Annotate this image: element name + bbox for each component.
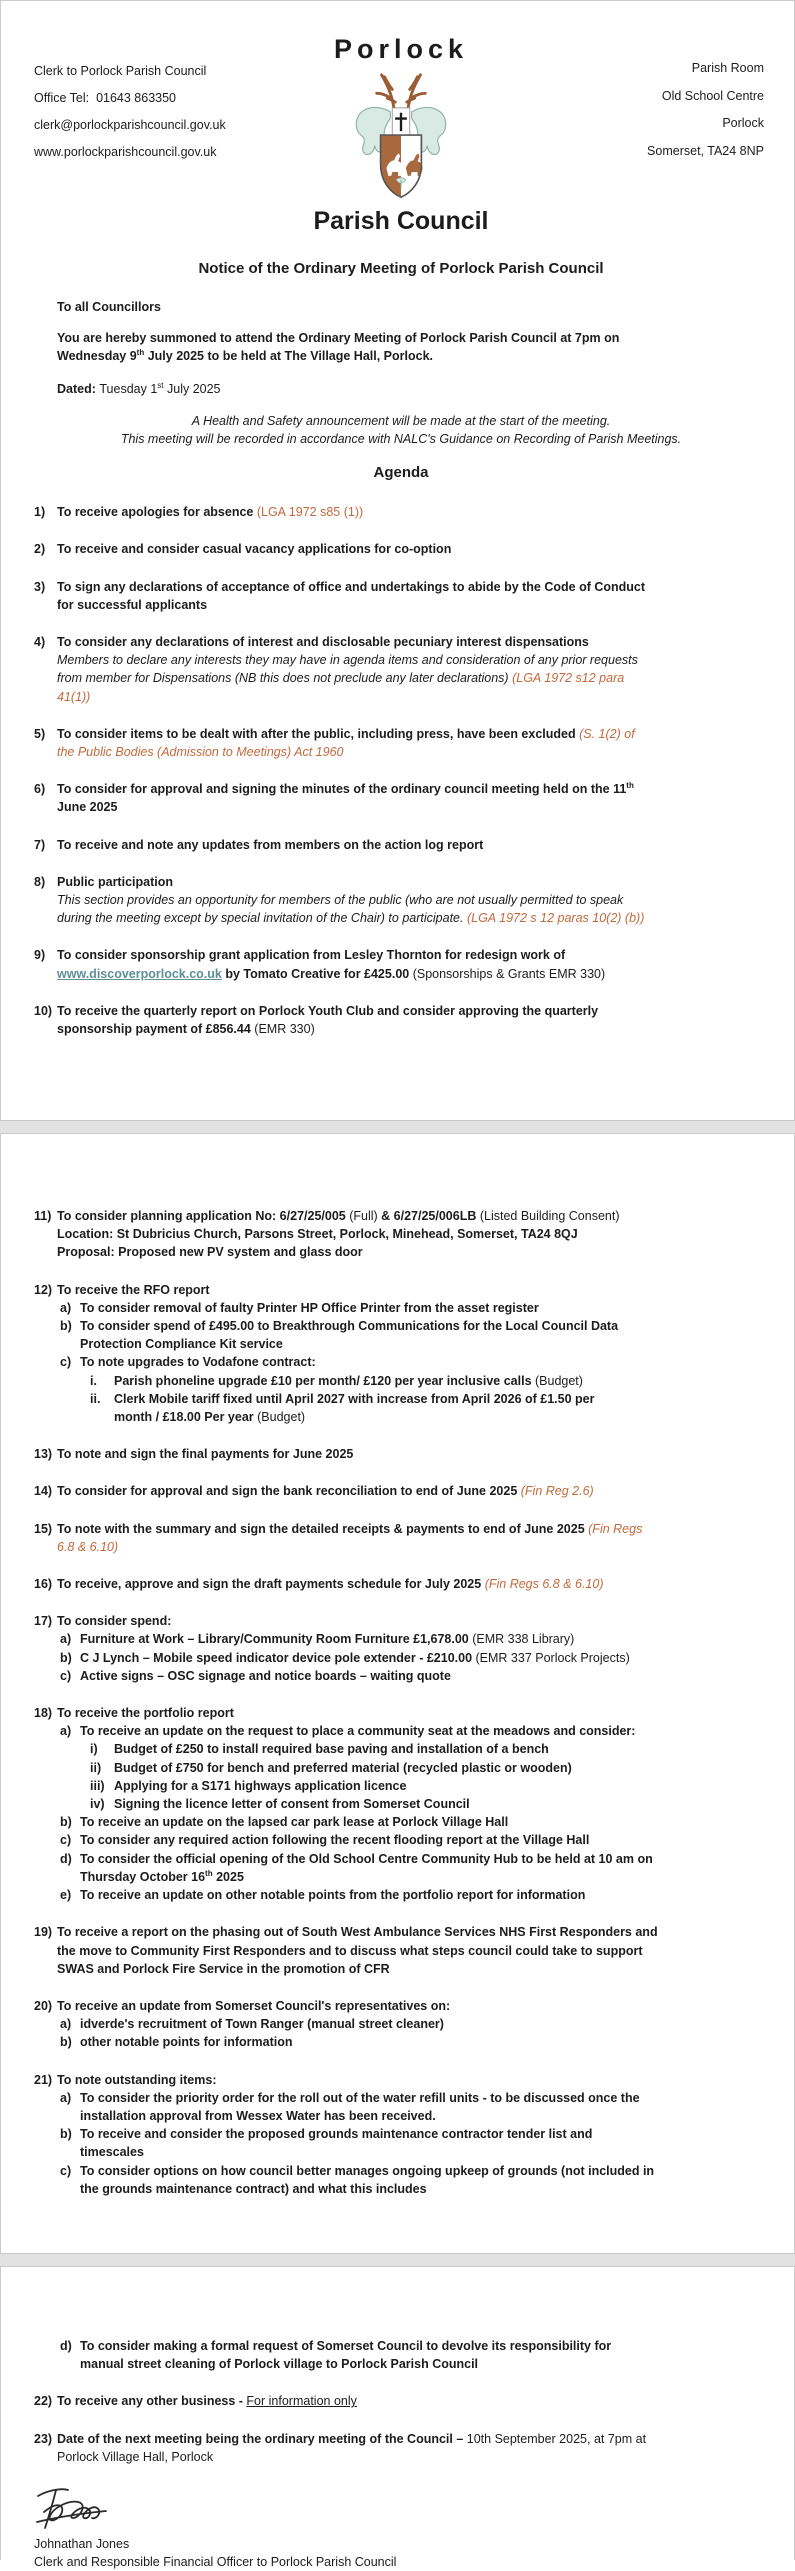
text-segment: during the meeting except by special invitation of the Chair) to participate. bbox=[57, 911, 467, 926]
item-marker: c) bbox=[60, 1833, 72, 1848]
text-segment: To consider any declarations of interest and disclosable pecuniary interest dispensations bbox=[57, 635, 589, 650]
item-marker: ii. bbox=[90, 1391, 101, 1406]
text-segment: Thursday October 16 bbox=[80, 1869, 206, 1884]
item-marker: 18) bbox=[34, 1706, 53, 1721]
clerk-email: clerk@porlockparishcouncil.gov.uk bbox=[34, 118, 226, 132]
agenda-row bbox=[34, 2015, 768, 2033]
agenda-row bbox=[34, 1813, 768, 1831]
item-marker: b) bbox=[60, 1319, 72, 1334]
item-marker: 1) bbox=[34, 505, 46, 520]
item-marker: b) bbox=[60, 2035, 72, 2050]
text-segment: To note outstanding items: bbox=[57, 2072, 217, 2087]
agenda-row bbox=[34, 873, 768, 928]
agenda-row bbox=[34, 1923, 768, 1978]
item-marker: i. bbox=[90, 1373, 97, 1388]
item-marker: 11) bbox=[34, 1209, 52, 1223]
text-segment: To consider removal of faulty Printer HP Office Printer from the asset register bbox=[80, 1300, 539, 1315]
text-segment: Parish phoneline upgrade £10 per month/ £120 per year inclusive calls bbox=[114, 1373, 535, 1388]
item-marker: 7) bbox=[34, 837, 46, 852]
text-segment: & 6/27/25/006LB bbox=[381, 1209, 480, 1223]
item-marker: c) bbox=[60, 1355, 72, 1370]
text-segment: (Fin Regs bbox=[588, 1521, 643, 1536]
text-segment: 41(1)) bbox=[57, 689, 91, 704]
council-name-bottom: Parish Council bbox=[313, 207, 489, 235]
text-segment: To note and sign the final payments for June 2025 bbox=[57, 1447, 354, 1462]
agenda-row bbox=[34, 1372, 768, 1390]
text-segment: Wednesday 9 bbox=[57, 349, 137, 364]
item-marker: 3) bbox=[34, 579, 46, 594]
text-segment: month / £18.00 Per year bbox=[114, 1410, 258, 1425]
to-all-councillors bbox=[34, 298, 768, 316]
agenda-row bbox=[34, 1630, 768, 1648]
text-segment: (LGA 1972 s85 (1)) bbox=[256, 505, 364, 520]
text-segment: Location: St Dubricius Church, Parsons Street, Porlock, Minehead, Somerset, TA24 8QJ bbox=[57, 1227, 578, 1242]
text-segment: (Listed Building Consent) bbox=[479, 1209, 620, 1223]
signatory-role: Clerk and Responsible Financial Officer to Porlock Parish Council bbox=[34, 2555, 397, 2570]
item-marker: 17) bbox=[34, 1614, 53, 1629]
text-segment: To consider for approval and signing the minutes of the ordinary council meeting held on the 11 bbox=[57, 782, 627, 797]
text-segment: by Tomato Creative for £425.00 bbox=[221, 966, 413, 981]
item-marker: b) bbox=[60, 1815, 72, 1830]
text-segment: July 2025 to be held at The Village Hall, Porlock. bbox=[144, 349, 433, 364]
item-marker: 14) bbox=[34, 1484, 53, 1499]
summons-paragraph bbox=[34, 329, 768, 365]
letterhead-center bbox=[241, 33, 561, 235]
text-segment: To receive a report on the phasing out of South West Ambulance Services NHS First Responders and bbox=[57, 1925, 658, 1940]
text-segment: Agenda bbox=[373, 464, 429, 482]
text-segment: To note upgrades to Vodafone contract: bbox=[80, 1355, 316, 1370]
text-segment: (LGA 1972 s 12 paras 10(2) (b)) bbox=[466, 911, 645, 926]
agenda-row bbox=[34, 2162, 768, 2198]
text-segment: (Sponsorships & Grants EMR 330) bbox=[412, 966, 606, 981]
text-segment: Active signs – OSC signage and notice boards – waiting quote bbox=[80, 1668, 451, 1683]
page-2 bbox=[0, 1134, 795, 2253]
text-segment: To consider planning application No: 6/27/25/005 bbox=[57, 1209, 350, 1223]
item-marker: 10) bbox=[34, 1003, 53, 1018]
agenda-row bbox=[34, 1390, 768, 1426]
item-marker: 4) bbox=[34, 635, 46, 650]
text-segment: To receive an update on other notable points from the portfolio report for information bbox=[80, 1888, 586, 1903]
text-segment: You are hereby summoned to attend the Ordinary Meeting of Porlock Parish Council at 7pm on bbox=[57, 331, 620, 346]
recording-notes bbox=[34, 412, 768, 448]
signature-image bbox=[34, 2480, 184, 2532]
text-segment: (EMR 338 Library) bbox=[472, 1632, 575, 1647]
text-segment: Dated: bbox=[57, 381, 100, 396]
page-1 bbox=[0, 0, 795, 1120]
text-segment: Budget of £250 to install required base paving and installation of a bench bbox=[114, 1742, 549, 1757]
agenda-row bbox=[34, 725, 768, 761]
item-marker: a) bbox=[60, 1632, 72, 1647]
text-segment: To consider options on how council better manages ongoing upkeep of grounds (not included in bbox=[80, 2163, 655, 2178]
text-segment: To note with the summary and sign the detailed receipts & payments to end of June 2025 bbox=[57, 1521, 589, 1536]
text-segment: To consider making a formal request of Somerset Council to devolve its responsibility for bbox=[80, 2339, 612, 2353]
text-segment: (Budget) bbox=[535, 1373, 583, 1388]
text-segment: the grounds maintenance contract) and what this includes bbox=[80, 2181, 427, 2196]
agenda-row bbox=[34, 1281, 768, 1299]
text-segment: 6.8 & 6.10) bbox=[57, 1539, 119, 1554]
text-segment: To receive the quarterly report on Porlock Youth Club and consider approving the quarterly bbox=[57, 1003, 599, 1018]
text-segment: (EMR 337 Porlock Projects) bbox=[475, 1650, 630, 1665]
text-segment: (Full) bbox=[349, 1209, 382, 1223]
item-marker: 21) bbox=[34, 2072, 53, 2087]
text-segment: Applying for a S171 highways application licence bbox=[114, 1778, 407, 1793]
address-line-2: Old School Centre bbox=[661, 88, 764, 103]
text-segment: (Fin Regs 6.8 & 6.10) bbox=[484, 1577, 604, 1592]
agenda-row bbox=[34, 1299, 768, 1317]
item-marker: b) bbox=[60, 2127, 72, 2142]
text-segment: To receive an update from Somerset Council's representatives on: bbox=[57, 1998, 451, 2013]
text-segment: for successful applicants bbox=[57, 597, 208, 612]
antlers-icon bbox=[377, 75, 426, 110]
page-3 bbox=[0, 2267, 795, 2570]
text-segment: Furniture at Work – Library/Community Room Furniture £1,678.00 bbox=[80, 1632, 473, 1647]
text-segment: Budget of £750 for bench and preferred material (recycled plastic or wooden) bbox=[114, 1760, 572, 1775]
item-marker: 19) bbox=[34, 1925, 53, 1940]
page-break-1 bbox=[0, 1120, 795, 1134]
text-segment: To receive an update on the lapsed car park lease at Porlock Village Hall bbox=[80, 1815, 509, 1830]
text-segment: For information only bbox=[246, 2394, 357, 2409]
item-marker: 13) bbox=[34, 1447, 53, 1462]
text-segment: C J Lynch – Mobile speed indicator device pole extender - £210.00 bbox=[80, 1650, 476, 1665]
agenda-row bbox=[34, 1667, 768, 1685]
agenda-row bbox=[34, 1831, 768, 1849]
text-segment: To consider the official opening of the Old School Centre Community Hub to be held at 10 am on bbox=[80, 1851, 653, 1866]
text-segment: To receive, approve and sign the draft payments schedule for July 2025 bbox=[57, 1577, 485, 1592]
agenda-row bbox=[34, 2337, 768, 2373]
agenda-row bbox=[34, 1482, 768, 1500]
item-marker: 16) bbox=[34, 1577, 53, 1592]
agenda-row bbox=[34, 1317, 768, 1353]
agenda-row bbox=[34, 946, 768, 982]
text-segment: Porlock Village Hall, Porlock bbox=[57, 2449, 214, 2464]
agenda-row bbox=[34, 2125, 768, 2161]
text-segment: To consider spend: bbox=[57, 1614, 172, 1629]
text-segment: manual street cleaning of Porlock village to Porlock Parish Council bbox=[80, 2357, 479, 2372]
text-segment: Protection Compliance Kit service bbox=[80, 1337, 283, 1352]
text-segment: (EMR 330) bbox=[254, 1022, 315, 1037]
item-marker: 12) bbox=[34, 1282, 53, 1297]
agenda-list-page-2 bbox=[34, 1207, 768, 2198]
item-marker: a) bbox=[60, 2017, 72, 2032]
text-segment: SWAS and Porlock Fire Service in the promotion of CFR bbox=[57, 1961, 390, 1976]
item-marker: d) bbox=[60, 1851, 72, 1866]
item-marker: c) bbox=[60, 1668, 72, 1683]
text-segment: Public participation bbox=[57, 874, 173, 889]
item-marker: iv) bbox=[90, 1797, 105, 1812]
agenda-row bbox=[34, 1207, 768, 1262]
clerk-line: Clerk to Porlock Parish Council bbox=[34, 64, 207, 78]
text-segment: (S. 1(2) of bbox=[579, 726, 635, 741]
text-segment: (LGA 1972 s12 para bbox=[512, 671, 625, 686]
text-segment: A Health and Safety announcement will be made at the start of the meeting. bbox=[191, 413, 611, 428]
letterhead-address-block bbox=[647, 55, 764, 165]
agenda-row bbox=[34, 1575, 768, 1593]
text-segment: To sign any declarations of acceptance of office and undertakings to abide by the Code of Conduct bbox=[57, 579, 646, 594]
agenda-row bbox=[34, 1997, 768, 2015]
item-marker: a) bbox=[60, 1300, 72, 1315]
text-segment: (Budget) bbox=[257, 1410, 306, 1425]
text-segment: from member for Dispensations (NB this does not preclude any later declarations) bbox=[57, 671, 513, 686]
letterhead-contact-block bbox=[34, 58, 226, 166]
page-break-2 bbox=[0, 2253, 795, 2267]
text-segment: To consider sponsorship grant application from Lesley Thornton for redesign work of bbox=[57, 948, 566, 963]
text-segment: st bbox=[157, 380, 164, 390]
text-segment: th bbox=[626, 781, 634, 791]
council-website: www.porlockparishcouncil.gov.uk bbox=[34, 145, 217, 159]
text-segment: To receive and consider casual vacancy applications for co-option bbox=[57, 542, 452, 557]
text-segment: To receive any other business - bbox=[57, 2394, 247, 2409]
council-name-top: Porlock bbox=[333, 34, 469, 64]
agenda-row bbox=[34, 2392, 768, 2410]
agenda-row bbox=[34, 1777, 768, 1795]
office-tel-line: Office Tel: 01643 863350 bbox=[34, 91, 177, 105]
text-segment: Date of the next meeting being the ordinary meeting of the Council – bbox=[57, 2431, 467, 2446]
item-marker: 22) bbox=[34, 2394, 53, 2409]
porlock-crest-icon bbox=[344, 69, 458, 205]
text-segment: June 2025 bbox=[57, 800, 118, 815]
text-segment: 10th September 2025, at 7pm at bbox=[466, 2431, 647, 2446]
text-segment: To receive an update on the request to place a community seat at the meadows and consider: bbox=[80, 1724, 636, 1739]
agenda-row bbox=[34, 1649, 768, 1667]
text-segment: the Public Bodies (Admission to Meetings) Act 1960 bbox=[57, 745, 344, 760]
address-line-4: Somerset, TA24 8NP bbox=[647, 143, 764, 158]
notice-intro bbox=[34, 259, 768, 483]
agenda-row bbox=[34, 2430, 768, 2466]
text-segment: To receive and consider the proposed grounds maintenance contractor tender list and bbox=[80, 2127, 593, 2142]
item-marker: 9) bbox=[34, 948, 46, 963]
text-segment: timescales bbox=[80, 2145, 144, 2160]
agenda-row bbox=[34, 633, 768, 706]
agenda-row bbox=[34, 2089, 768, 2125]
agenda-row bbox=[34, 1795, 768, 1813]
item-marker: 5) bbox=[34, 726, 46, 741]
text-segment: installation approval from Wessex Water has been received. bbox=[80, 2108, 436, 2123]
item-marker: c) bbox=[60, 2163, 72, 2178]
item-marker: 6) bbox=[34, 782, 46, 797]
agenda-row bbox=[34, 1704, 768, 1722]
item-marker: i) bbox=[90, 1742, 98, 1757]
item-marker: a) bbox=[60, 1724, 72, 1739]
agenda-row bbox=[34, 503, 768, 521]
agenda-row bbox=[34, 836, 768, 854]
text-segment: idverde's recruitment of Town Ranger (manual street cleaner) bbox=[80, 2017, 444, 2032]
agenda-row bbox=[34, 1612, 768, 1630]
text-segment: This section provides an opportunity for members of the public (who are not usually permitted to speak bbox=[57, 893, 624, 908]
agenda-row bbox=[34, 780, 768, 816]
agenda-row bbox=[34, 578, 768, 614]
item-marker: 2) bbox=[34, 542, 46, 557]
text-segment: Clerk Mobile tariff fixed until April 2027 with increase from April 2026 of £1.50 per bbox=[114, 1391, 595, 1406]
text-segment: July 2025 bbox=[163, 381, 221, 396]
agenda-list-page-3 bbox=[34, 2337, 768, 2466]
item-marker: d) bbox=[60, 2339, 72, 2353]
text-segment: This meeting will be recorded in accordance with NALC's Guidance on Recording of Parish Meetings. bbox=[120, 432, 682, 447]
agenda-row bbox=[34, 1886, 768, 1904]
text-segment: the move to Community First Responders and to discuss what steps council could take to support bbox=[57, 1943, 643, 1958]
text-segment: To receive the portfolio report bbox=[57, 1706, 234, 1721]
text-segment: To consider spend of £495.00 to Breakthrough Communications for the Local Council Data bbox=[80, 1319, 619, 1334]
text-segment: To receive apologies for absence bbox=[57, 505, 257, 520]
item-marker: e) bbox=[60, 1888, 72, 1903]
address-line-1: Parish Room bbox=[691, 61, 764, 75]
text-segment: th bbox=[205, 1868, 213, 1878]
agenda-row bbox=[34, 1759, 768, 1777]
agenda-row bbox=[34, 2033, 768, 2051]
signatory-name: Johnathan Jones bbox=[34, 2537, 130, 2552]
agenda-row bbox=[34, 1850, 768, 1886]
item-marker: 15) bbox=[34, 1521, 53, 1536]
text-segment: To consider any required action following the recent flooding report at the Village Hall bbox=[80, 1833, 590, 1848]
text-segment: To receive and note any updates from members on the action log report bbox=[57, 837, 484, 852]
agenda-row bbox=[34, 1520, 768, 1556]
text-segment: To consider items to be dealt with after the public, including press, have been excluded bbox=[57, 726, 580, 741]
letterhead bbox=[34, 1, 768, 253]
text-segment: Members to declare any interests they may have in agenda items and consideration of any prior requests bbox=[57, 653, 638, 668]
agenda-row bbox=[34, 2071, 768, 2089]
text-segment: other notable points for information bbox=[80, 2035, 293, 2050]
address-line-3: Porlock bbox=[722, 116, 764, 130]
item-marker: 23) bbox=[34, 2431, 53, 2446]
item-marker: a) bbox=[60, 2090, 72, 2105]
text-segment: 2025 bbox=[212, 1869, 244, 1884]
notice-title bbox=[34, 259, 768, 279]
item-marker: 20) bbox=[34, 1998, 53, 2013]
text-segment: To consider the priority order for the roll out of the water refill units - to be discussed once the bbox=[80, 2090, 640, 2105]
item-marker: ii) bbox=[90, 1760, 102, 1775]
item-marker: 8) bbox=[34, 874, 46, 889]
text-segment: Signing the licence letter of consent from Somerset Council bbox=[114, 1797, 470, 1812]
discoverporlock-link[interactable]: www.discoverporlock.co.uk bbox=[57, 966, 222, 981]
agenda-row bbox=[34, 1002, 768, 1038]
text-segment: Proposal: Proposed new PV system and glass door bbox=[57, 1245, 363, 1260]
agenda-row bbox=[34, 540, 768, 558]
agenda-heading bbox=[34, 463, 768, 483]
agenda-row bbox=[34, 1445, 768, 1463]
agenda-list-page-1 bbox=[34, 503, 768, 1038]
text-segment: sponsorship payment of £856.44 bbox=[57, 1022, 255, 1037]
signature-block bbox=[34, 2480, 768, 2571]
text-segment: th bbox=[136, 348, 145, 358]
text-segment: To consider for approval and sign the bank reconciliation to end of June 2025 bbox=[57, 1484, 521, 1499]
text-segment: Notice of the Ordinary Meeting of Porlock Parish Council bbox=[198, 260, 604, 277]
agenda-row bbox=[34, 1740, 768, 1758]
item-marker: b) bbox=[60, 1650, 72, 1665]
dated-line bbox=[34, 380, 768, 398]
text-segment: To receive the RFO report bbox=[57, 1282, 210, 1297]
text-segment: To all Councillors bbox=[57, 300, 161, 314]
text-segment: Tuesday 1 bbox=[99, 381, 158, 396]
agenda-row bbox=[34, 1353, 768, 1371]
agenda-row bbox=[34, 1722, 768, 1740]
text-segment: (Fin Reg 2.6) bbox=[520, 1484, 594, 1499]
item-marker: iii) bbox=[90, 1778, 105, 1793]
